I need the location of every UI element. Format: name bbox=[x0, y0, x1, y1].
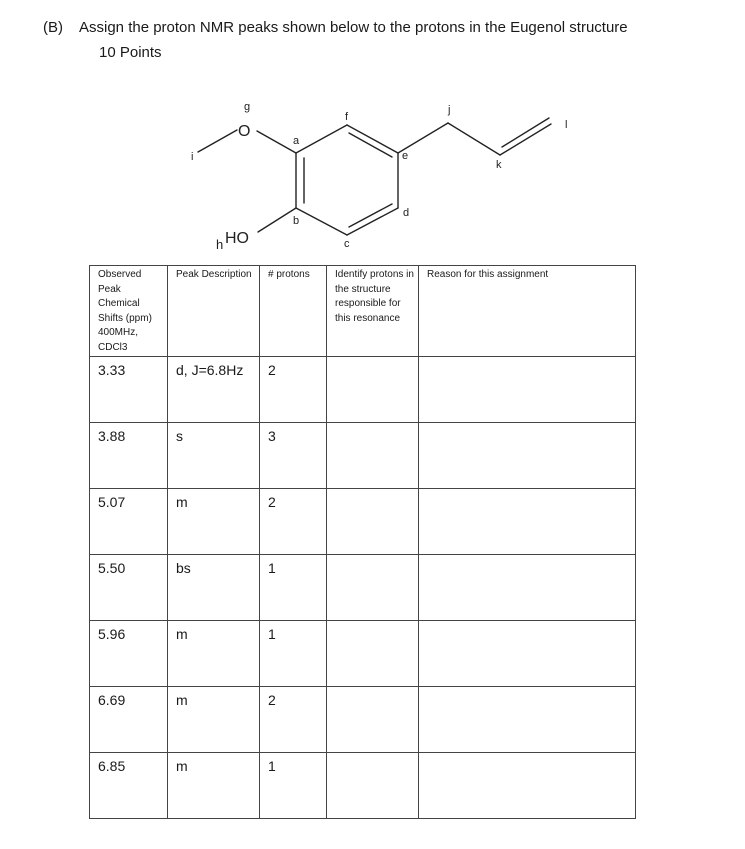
proton-label-i: i bbox=[191, 151, 194, 163]
cell-shift: 5.50 bbox=[90, 554, 168, 620]
question-prompt: Assign the proton NMR peaks shown below to the protons in the Eugenol structure bbox=[79, 19, 628, 36]
cell-description: m bbox=[168, 752, 260, 818]
header-peak-description: Peak Description bbox=[168, 266, 260, 357]
proton-label-d: d bbox=[403, 207, 410, 219]
cell-reason-answer[interactable] bbox=[419, 554, 636, 620]
header-identify-protons: Identify protons in the structure responsible for this resonance bbox=[327, 266, 419, 357]
proton-label-l: l bbox=[565, 119, 568, 131]
cell-reason-answer[interactable] bbox=[419, 620, 636, 686]
cell-description: bs bbox=[168, 554, 260, 620]
table-row bbox=[90, 620, 636, 686]
header-chemical-shift: Observed Peak Chemical Shifts (ppm) 400MHz, CDCl3 bbox=[90, 266, 168, 357]
proton-label-f: f bbox=[345, 111, 349, 123]
proton-label-e: e bbox=[402, 150, 409, 162]
bond-methyl-oxygen bbox=[198, 130, 237, 152]
eugenol-structure bbox=[0, 0, 745, 260]
cell-identify-answer[interactable] bbox=[327, 488, 419, 554]
bond-oxygen-ring bbox=[257, 131, 296, 153]
bond-ring-c-b bbox=[296, 208, 347, 235]
cell-identify-answer[interactable] bbox=[327, 752, 419, 818]
cell-protons: 3 bbox=[260, 422, 327, 488]
proton-label-b: b bbox=[293, 215, 300, 227]
cell-description: m bbox=[168, 620, 260, 686]
header-reason: Reason for this assignment bbox=[419, 266, 636, 357]
nmr-assignment-table bbox=[89, 265, 636, 819]
cell-identify-answer[interactable] bbox=[327, 686, 419, 752]
bond-ring-d-c bbox=[347, 208, 398, 235]
cell-identify-answer[interactable] bbox=[327, 422, 419, 488]
cell-protons: 1 bbox=[260, 554, 327, 620]
proton-label-c: c bbox=[344, 238, 350, 250]
cell-identify-answer[interactable] bbox=[327, 554, 419, 620]
cell-identify-answer[interactable] bbox=[327, 620, 419, 686]
oxygen-atom: O bbox=[238, 123, 251, 140]
cell-reason-answer[interactable] bbox=[419, 356, 636, 422]
bond-ch-ch2-double bbox=[500, 124, 551, 155]
cell-reason-answer[interactable] bbox=[419, 488, 636, 554]
cell-reason-answer[interactable] bbox=[419, 686, 636, 752]
table-row bbox=[90, 686, 636, 752]
cell-protons: 1 bbox=[260, 752, 327, 818]
cell-reason-answer[interactable] bbox=[419, 422, 636, 488]
cell-shift: 5.07 bbox=[90, 488, 168, 554]
proton-label-k: k bbox=[496, 159, 502, 171]
cell-shift: 3.88 bbox=[90, 422, 168, 488]
header-proton-count: # protons bbox=[260, 266, 327, 357]
cell-shift: 5.96 bbox=[90, 620, 168, 686]
question-label: (B) bbox=[43, 19, 63, 36]
bond-ring-d-c-inner bbox=[349, 204, 392, 227]
bond-ring-a-f bbox=[296, 125, 347, 153]
table-row bbox=[90, 422, 636, 488]
table-row bbox=[90, 554, 636, 620]
cell-shift: 6.85 bbox=[90, 752, 168, 818]
cell-description: s bbox=[168, 422, 260, 488]
hydroxyl-group: HO bbox=[225, 230, 249, 247]
bond-ch-ch2-double-inner bbox=[502, 118, 549, 147]
bond-ring-hydroxyl bbox=[258, 208, 296, 232]
proton-label-j: j bbox=[448, 104, 451, 116]
table-header-row bbox=[90, 266, 636, 357]
cell-description: d, J=6.8Hz bbox=[168, 356, 260, 422]
bond-ring-ch2 bbox=[398, 123, 448, 153]
cell-identify-answer[interactable] bbox=[327, 356, 419, 422]
cell-reason-answer[interactable] bbox=[419, 752, 636, 818]
cell-description: m bbox=[168, 686, 260, 752]
cell-shift: 3.33 bbox=[90, 356, 168, 422]
cell-description: m bbox=[168, 488, 260, 554]
cell-shift: 6.69 bbox=[90, 686, 168, 752]
table-row bbox=[90, 356, 636, 422]
cell-protons: 2 bbox=[260, 686, 327, 752]
table-row bbox=[90, 488, 636, 554]
cell-protons: 2 bbox=[260, 488, 327, 554]
proton-label-h: h bbox=[216, 237, 224, 252]
proton-label-a: a bbox=[293, 135, 300, 147]
cell-protons: 1 bbox=[260, 620, 327, 686]
proton-label-g: g bbox=[244, 101, 251, 113]
cell-protons: 2 bbox=[260, 356, 327, 422]
table-row bbox=[90, 752, 636, 818]
question-points: 10 Points bbox=[99, 44, 162, 61]
bond-ring-f-e bbox=[347, 125, 398, 153]
bond-ring-f-e-inner bbox=[349, 133, 392, 157]
bond-ch2-ch bbox=[448, 123, 500, 155]
